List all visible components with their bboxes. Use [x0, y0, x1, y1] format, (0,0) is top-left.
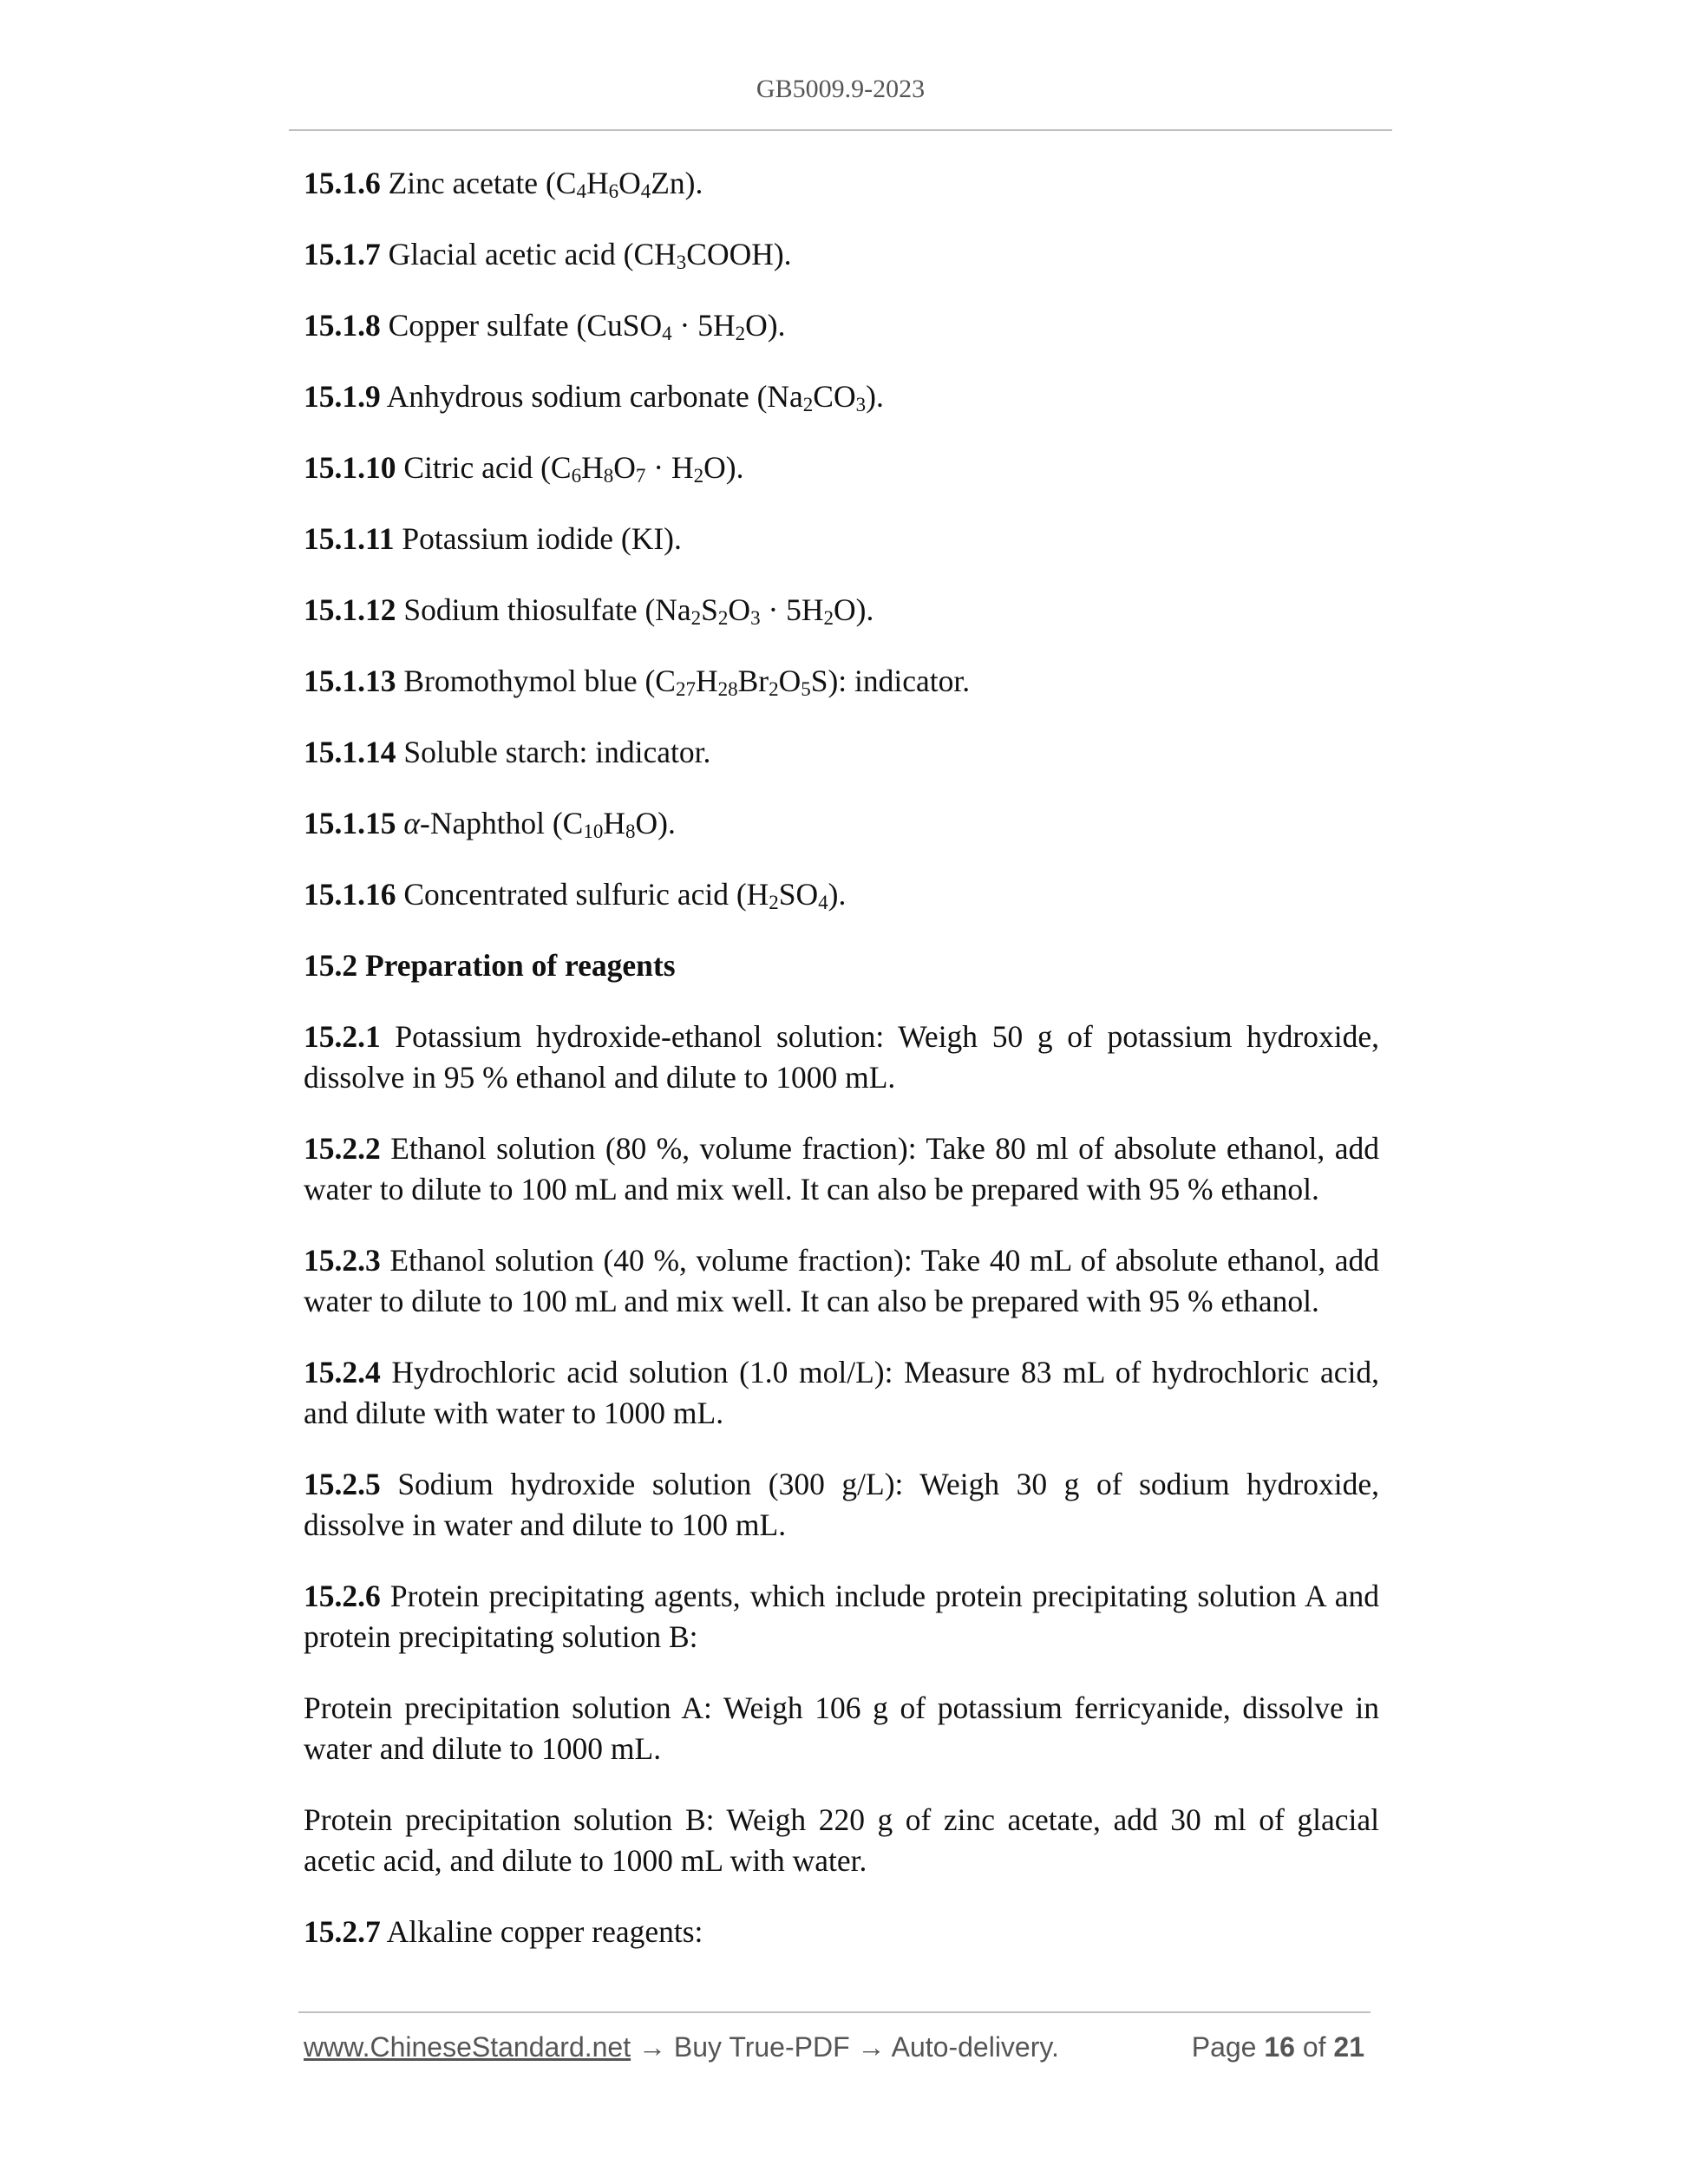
item-15-1-6: 15.1.6 Zinc acetate $(C_4H_6O_4Zn)$.	[304, 166, 703, 202]
item-number: 15.1.12	[304, 592, 396, 627]
reagent-15-2-2: 15.2.2 Ethanol solution (80 %, volume fraction): Take 80 ml of absolute ethanol, add water to dilute to 100 mL and mix well. It can also be prepared with 95 % ethanol.	[304, 1131, 1379, 1206]
item-number: 15.1.13	[304, 664, 396, 698]
item-15-1-10: 15.1.10 Citric acid $(C_6H_8O_7 \cdot H_2O)$.	[304, 450, 744, 487]
item-number: 15.1.7	[304, 237, 381, 271]
page-indicator: Page 16 of 21	[1191, 2031, 1364, 2063]
item-15-1-15: 15.1.15 α-Naphthol $(C_{10}H_8O)$.	[304, 806, 676, 842]
document-body	[304, 163, 1379, 1983]
total-pages: 21	[1333, 2031, 1364, 2063]
item-number: 15.1.15	[304, 806, 396, 840]
item-number: 15.1.16	[304, 877, 396, 912]
item-number: 15.2.6	[304, 1579, 381, 1613]
item-number: 15.2.1	[304, 1019, 381, 1054]
alpha-symbol: α	[403, 806, 421, 840]
item-number: 15.1.8	[304, 308, 381, 343]
item-number: 15.2.5	[304, 1467, 381, 1501]
item-15-1-8: 15.1.8 Copper sulfate (CuSO$_4$ · $5H_2O$).	[304, 308, 786, 344]
item-number: 15.2.3	[304, 1243, 381, 1278]
reagent-15-2-4: 15.2.4 Hydrochloric acid solution (1.0 mol/L): Measure 83 mL of hydrochloric acid, and dilute with water to 1000 mL.	[304, 1355, 1379, 1430]
item-15-1-7: 15.1.7 Glacial acetic acid $(CH_3COOH)$.	[304, 237, 792, 273]
section-heading-15-2: 15.2 Preparation of reagents	[304, 948, 676, 983]
item-number: 15.2.7	[304, 1914, 381, 1949]
item-number: 15.1.6	[304, 166, 381, 200]
item-15-1-13: 15.1.13 Bromothymol blue $(C_{27}H_{28}Br_2O_5S)$: indicator.	[304, 664, 971, 700]
item-15-1-11: 15.1.11 Potassium iodide (KI).	[304, 521, 682, 556]
page-footer	[304, 2031, 1371, 2063]
item-15-1-12: 15.1.12 Sodium thiosulfate $(Na_2S_2O_3 \cdot 5H_2O)$.	[304, 592, 874, 629]
reagent-15-2-6: 15.2.6 Protein precipitating agents, which include protein precipitating solution A and protein precipitating solution B:	[304, 1579, 1380, 1654]
precipitation-solution-b: Protein precipitation solution B: Weigh 220 g of zinc acetate, add 30 ml of glacial acetic acid, and dilute to 1000 mL with water.	[304, 1802, 1379, 1878]
item-number: 15.1.9	[304, 379, 381, 414]
current-page: 16	[1264, 2031, 1295, 2063]
item-number: 15.1.10	[304, 450, 396, 485]
item-number: 15.2.4	[304, 1355, 381, 1390]
item-number: 15.2.2	[304, 1131, 381, 1166]
item-15-1-9: 15.1.9 Anhydrous sodium carbonate $(Na_2CO_3)$.	[304, 379, 884, 415]
header-divider	[289, 129, 1392, 131]
precipitation-solution-a: Protein precipitation solution A: Weigh 106 g of potassium ferricyanide, dissolve in water and dilute to 1000 mL.	[304, 1690, 1379, 1766]
reagent-15-2-1: 15.2.1 Potassium hydroxide-ethanol solution: Weigh 50 g of potassium hydroxide, dissolve in 95 % ethanol and dilute to 1000 mL.	[304, 1019, 1380, 1095]
reagent-15-2-7: 15.2.7 Alkaline copper reagents:	[304, 1914, 703, 1949]
website-link[interactable]: www.ChineseStandard.net	[304, 2031, 631, 2063]
item-15-1-14: 15.1.14 Soluble starch: indicator.	[304, 735, 711, 769]
reagent-15-2-5: 15.2.5 Sodium hydroxide solution (300 g/L): Weigh 30 g of sodium hydroxide, dissolve in water and dilute to 100 mL.	[304, 1467, 1380, 1542]
reagent-15-2-3: 15.2.3 Ethanol solution (40 %, volume fraction): Take 40 mL of absolute ethanol, add water to dilute to 100 mL and mix well. It can also be prepared with 95 % ethanol.	[304, 1243, 1379, 1318]
page-header: GB5009.9-2023	[756, 75, 926, 103]
item-number: 15.1.14	[304, 735, 396, 769]
item-number: 15.1.11	[304, 521, 395, 556]
footer-divider	[298, 2011, 1371, 2013]
item-15-1-16: 15.1.16 Concentrated sulfuric acid $(H_2SO_4)$.	[304, 877, 847, 913]
footer-tagline: → Buy True-PDF → Auto-delivery.	[631, 2031, 1059, 2063]
